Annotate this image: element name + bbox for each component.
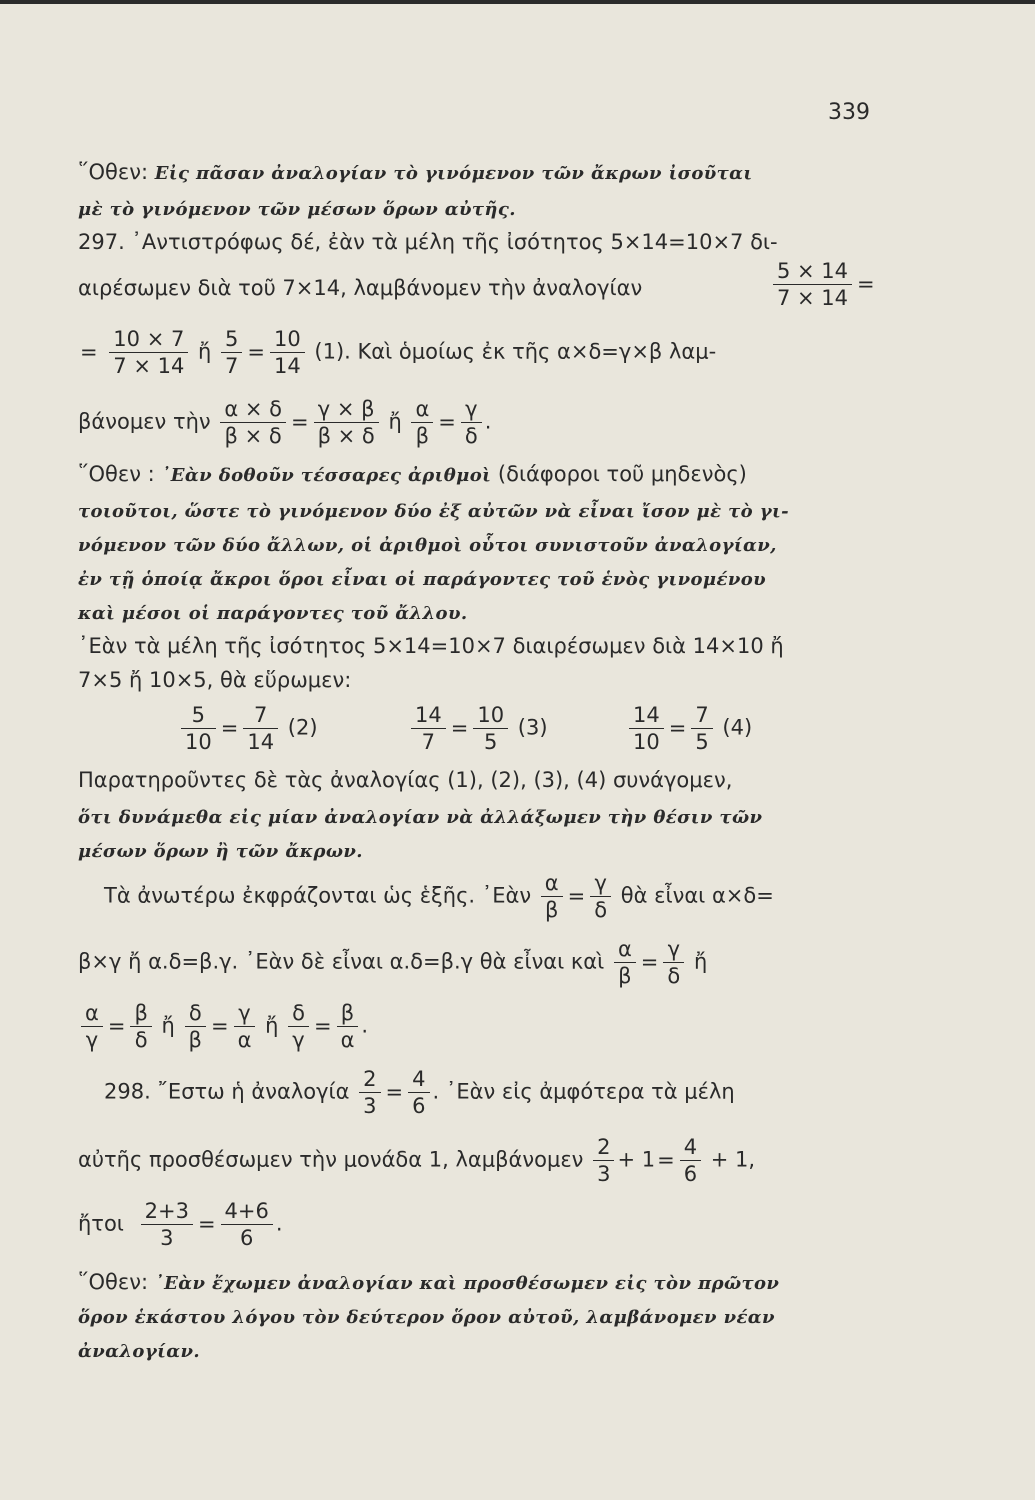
s298-post: . ᾿Εὰν εἰς ἀμφότερα τὰ μέλη	[432, 1079, 735, 1104]
p3-line1: ᾿Εὰν τὰ μέλη τῆς ἰσότητος 5×14=10×7 διαιρέσωμεν διὰ 14×10 ἤ	[78, 634, 784, 658]
p2-italic-3: νόμενον τῶν δύο ἄλλων, οἱ ἀριθμοὶ οὗτοι συνιστοῦν ἀναλογίαν,	[78, 535, 777, 556]
fraction	[185, 1000, 206, 1053]
s298-line2-pre: αὐτῆς προσθέσωμεν τὴν μονάδα 1, λαμβάνομεν	[78, 1147, 584, 1172]
fraction	[234, 1000, 256, 1053]
denominator: β × δ	[220, 422, 286, 449]
or-word: ἤ	[693, 949, 708, 974]
equals-sign: =	[290, 409, 309, 434]
equals-sign: =	[438, 409, 456, 434]
p6-line2	[78, 1302, 893, 1332]
or-word: ἤ	[388, 409, 402, 434]
equals-sign: =	[107, 1013, 126, 1038]
numerator: γ	[667, 937, 681, 961]
p6-italic-2: ὅρον ἑκάστου λόγου τὸν δεύτερον ὅρον αὐτοῦ, λαμβάνομεν νέαν	[78, 1307, 775, 1328]
fraction	[411, 702, 446, 755]
numerator: β	[340, 1001, 355, 1025]
denominator: δ	[461, 422, 482, 449]
numerator: 2	[363, 1067, 377, 1091]
p5-line2-pre: β×γ ἤ α.δ=β.γ. ᾿Εὰν δὲ εἶναι α.δ=β.γ θὰ εἶναι καὶ	[78, 949, 605, 974]
fraction	[663, 936, 684, 989]
equation-4	[626, 702, 752, 755]
denominator: 5	[473, 728, 508, 755]
fraction	[590, 870, 611, 923]
p4-line3	[78, 836, 893, 866]
numerator: 10 × 7	[113, 327, 185, 351]
fraction	[541, 870, 563, 923]
fraction	[614, 936, 636, 989]
fraction	[270, 326, 305, 379]
numerator: 2+3	[144, 1199, 189, 1223]
fraction	[130, 1000, 151, 1053]
p6-lead: ῞Οθεν:	[78, 1270, 149, 1294]
fraction	[337, 1000, 359, 1053]
or-word: ἤ	[161, 1013, 175, 1038]
p2-lead: ῞Οθεν :	[78, 462, 155, 486]
numerator: 5 × 14	[777, 259, 849, 283]
fraction	[221, 1198, 273, 1251]
fraction	[359, 1066, 380, 1119]
numerator: 14	[633, 703, 660, 727]
s297-frac1	[770, 258, 877, 311]
numerator: α × δ	[224, 397, 282, 421]
numerator: α	[544, 871, 559, 895]
denominator: 14	[243, 728, 278, 755]
denominator: 7	[411, 728, 446, 755]
p2-line5	[78, 598, 893, 628]
s297-line3	[78, 326, 716, 379]
p5-post: θὰ εἶναι α×δ=	[620, 883, 774, 908]
plus-one: + 1	[617, 1147, 656, 1172]
numerator: 2	[597, 1135, 611, 1159]
p4-italic-3: μέσων ὅρων ἢ τῶν ἄκρων.	[78, 841, 363, 862]
numerator: α	[415, 397, 430, 421]
fraction	[461, 396, 482, 449]
p2-italic-2: τοιοῦτοι, ὥστε τὸ γινόμενον δύο ἐξ αὐτῶν νὰ εἶναι ἴσον μὲ τὸ γι-	[78, 501, 789, 522]
denominator: γ	[288, 1026, 309, 1053]
p5-pre: Τὰ ἀνωτέρω ἐκφράζονται ὡς ἑξῆς. ᾿Εὰν	[104, 883, 532, 908]
fraction	[773, 258, 852, 311]
fraction	[243, 702, 278, 755]
denominator: α	[234, 1026, 256, 1053]
p6-italic-1: ᾿Εὰν ἔχωμεν ἀναλογίαν καὶ προσθέσωμεν εἰς τὸν πρῶτον	[154, 1273, 780, 1294]
s297-line2-text: αιρέσωμεν διὰ τοῦ 7×14, λαμβάνομεν τὴν ἀναλογίαν	[78, 276, 643, 300]
denominator: β	[541, 896, 563, 923]
equals-sign: =	[385, 1079, 404, 1104]
numerator: 10	[274, 327, 301, 351]
equals-sign: =	[80, 339, 98, 364]
p5-line3	[78, 1000, 368, 1053]
fraction	[141, 1198, 193, 1251]
p1-line2	[78, 194, 893, 224]
equals-sign: =	[567, 883, 586, 908]
denominator: 6	[408, 1092, 429, 1119]
denominator: 7 × 14	[109, 352, 188, 379]
p4-line2	[78, 802, 893, 832]
p2-italic-5: καὶ μέσοι οἱ παράγοντες τοῦ ἄλλου.	[78, 603, 468, 624]
equation-label: (4)	[722, 715, 753, 740]
period: .	[484, 409, 492, 434]
numerator: 4+6	[224, 1199, 269, 1223]
denominator: α	[337, 1026, 359, 1053]
s297-line4	[78, 396, 491, 449]
numerator: 10	[477, 703, 505, 727]
numerator: γ	[594, 871, 607, 895]
denominator: β	[411, 422, 433, 449]
denominator: 3	[593, 1160, 614, 1187]
denominator: γ	[81, 1026, 103, 1053]
numerator: γ	[238, 1001, 251, 1025]
denominator: δ	[130, 1026, 151, 1053]
p2-line4	[78, 564, 893, 594]
denominator: 5	[691, 728, 712, 755]
fraction	[220, 396, 286, 449]
fraction	[314, 396, 379, 449]
p4-line1: Παρατηροῦντες δὲ τὰς ἀναλογίας (1), (2), (3), (4) συνάγομεν,	[78, 768, 733, 792]
fraction	[629, 702, 664, 755]
denominator: β	[614, 962, 636, 989]
equation-label: (3)	[517, 715, 548, 740]
period: .	[275, 1211, 283, 1236]
equals-sign: =	[220, 715, 239, 740]
denominator: 10	[181, 728, 216, 755]
denominator: β × δ	[314, 422, 379, 449]
equation-2	[178, 702, 318, 755]
p1-italic-2: μὲ τὸ γινόμενον τῶν μέσων ὅρων αὐτῆς.	[78, 199, 516, 220]
s297-line4-text: βάνομεν τὴν	[78, 409, 211, 434]
p2-line1	[78, 460, 893, 490]
denominator: 14	[270, 352, 305, 379]
or-word: ἤ	[265, 1013, 279, 1038]
p1-italic-1: Εἰς πᾶσαν ἀναλογίαν τὸ γινόμενον τῶν ἄκρων ἰσοῦται	[154, 163, 753, 184]
denominator: β	[185, 1026, 206, 1053]
equation-3	[408, 702, 548, 755]
fraction	[181, 702, 216, 755]
fraction	[288, 1000, 309, 1053]
p5-line2	[78, 936, 707, 989]
s297-line1: 297. ᾿Αντιστρόφως δέ, ἐὰν τὰ μέλη τῆς ἰσότητος 5×14=10×7 δι-	[78, 230, 778, 254]
p1-line1	[78, 158, 893, 188]
p6-line3	[78, 1336, 893, 1366]
equals-sign: =	[450, 715, 469, 740]
or-word: ἤ	[198, 339, 212, 364]
p2-line3	[78, 530, 893, 560]
denominator: 7 × 14	[773, 284, 852, 311]
fraction	[411, 396, 433, 449]
numerator: γ × β	[317, 397, 375, 421]
numerator: α	[617, 937, 632, 961]
denominator: 3	[359, 1092, 380, 1119]
numerator: 5	[191, 703, 206, 727]
fraction	[473, 702, 508, 755]
denominator: 7	[221, 352, 242, 379]
fraction	[680, 1134, 701, 1187]
p6-line1	[78, 1268, 893, 1298]
equals-sign: =	[197, 1211, 216, 1236]
numerator: δ	[292, 1001, 305, 1025]
denominator: δ	[663, 962, 684, 989]
p5-line1	[104, 870, 774, 923]
p2-line2	[78, 496, 893, 526]
s297-line3-tail: (1). Καὶ ὁμοίως ἐκ τῆς α×δ=γ×β λαμ-	[314, 339, 717, 364]
fraction	[408, 1066, 429, 1119]
fraction	[81, 1000, 103, 1053]
page-number: 339	[828, 100, 870, 125]
s298-line3	[78, 1198, 283, 1251]
numerator: 5	[225, 327, 239, 351]
equals-sign: =	[640, 949, 659, 974]
s298-line1	[104, 1066, 735, 1119]
equals-sign: =	[668, 715, 687, 740]
numerator: 7	[254, 703, 268, 727]
denominator: δ	[590, 896, 611, 923]
fraction	[593, 1134, 614, 1187]
s298-line3-pre: ἤτοι	[78, 1211, 124, 1236]
period: .	[361, 1013, 369, 1038]
fraction	[221, 326, 242, 379]
plus-one-end: + 1,	[710, 1147, 756, 1172]
p2-italic-4: ἐν τῇ ὁποίᾳ ἄκροι ὅροι εἶναι οἱ παράγοντες τοῦ ἑνὸς γινομένου	[78, 569, 767, 590]
denominator: 6	[680, 1160, 701, 1187]
numerator: 14	[415, 703, 442, 727]
numerator: 4	[412, 1067, 426, 1091]
equals-sign: =	[210, 1013, 229, 1038]
p2-normal-a: (διάφοροι τοῦ μηδενὸς)	[497, 462, 747, 486]
fraction	[109, 326, 188, 379]
denominator: 10	[629, 728, 664, 755]
denominator: 6	[221, 1224, 273, 1251]
equals-sign: =	[313, 1013, 332, 1038]
p6-italic-3: ἀναλογίαν.	[78, 1341, 201, 1362]
numerator: γ	[465, 397, 478, 421]
equals-sign: =	[657, 1147, 675, 1172]
p1-lead: ῞Οθεν:	[78, 160, 149, 184]
p2-italic-a: ᾿Εὰν δοθοῦν τέσσαρες ἀριθμοὶ	[161, 465, 492, 486]
s298-line2	[78, 1134, 755, 1187]
p3-line2: 7×5 ἤ 10×5, θὰ εὕρωμεν:	[78, 668, 352, 692]
s298-pre: 298. ῎Εστω ἡ ἀναλογία	[104, 1079, 350, 1104]
fraction	[691, 702, 712, 755]
equals-sign: =	[247, 339, 265, 364]
numerator: β	[134, 1001, 148, 1025]
denominator: 3	[141, 1224, 193, 1251]
equation-label: (2)	[287, 715, 318, 740]
top-border	[0, 0, 1035, 4]
numerator: 4	[683, 1135, 698, 1159]
p4-italic-2: ὅτι δυνάμεθα εἰς μίαν ἀναλογίαν νὰ ἀλλάξωμεν τὴν θέσιν τῶν	[78, 807, 763, 828]
equals-sign: =	[857, 271, 875, 296]
numerator: α	[85, 1001, 99, 1025]
numerator: 7	[695, 703, 709, 727]
numerator: δ	[188, 1001, 202, 1025]
